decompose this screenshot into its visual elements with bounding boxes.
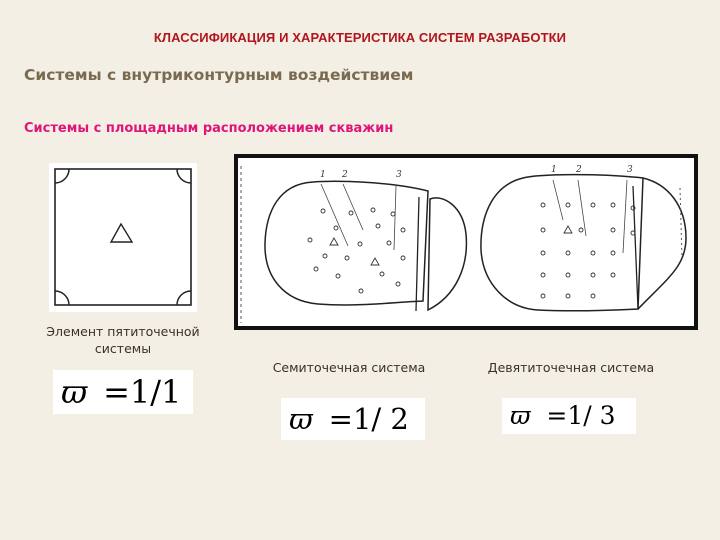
- nine-point-left-contour: [481, 175, 643, 311]
- nine-point-formula-value: =1/ 3: [546, 401, 616, 430]
- corner-well-top-right: [177, 169, 191, 183]
- five-point-element-diagram: [49, 163, 197, 312]
- seven-point-wells: [308, 208, 405, 293]
- seven-point-leader-3: [394, 186, 396, 250]
- subsection-title: Системы с площадным расположением скважин: [24, 121, 394, 136]
- seven-point-label-1: 1: [320, 170, 326, 180]
- seven-point-label-3: 3: [396, 170, 402, 180]
- center-injection-well: [111, 224, 132, 242]
- nine-point-label-1: 1: [551, 165, 557, 175]
- nine-point-formula: [502, 398, 636, 434]
- seven-point-scheme: [265, 170, 466, 311]
- seven-point-front-line: [416, 197, 419, 311]
- element-formula-symbol: ϖ: [61, 373, 88, 411]
- nine-point-formula-symbol: ϖ: [510, 401, 531, 430]
- nine-point-leader-1: [553, 180, 563, 220]
- nine-point-caption: Девятиточечная система: [487, 360, 655, 375]
- nine-point-front-line: [633, 186, 638, 309]
- element-formula-value: =1/1: [103, 373, 182, 411]
- nine-point-right-contour: [638, 178, 686, 309]
- seven-point-right-contour: [428, 198, 466, 310]
- corner-well-bottom-right: [177, 291, 191, 305]
- slide-title: КЛАССИФИКАЦИЯ И ХАРАКТЕРИСТИКА СИСТЕМ РАЗРАБОТКИ: [153, 30, 567, 45]
- nine-point-label-3: 3: [627, 165, 633, 175]
- corner-well-bottom-left: [55, 291, 69, 305]
- seven-point-leader-2: [343, 184, 363, 230]
- seven-point-caption: Семиточечная система: [272, 360, 426, 375]
- element-formula: [53, 370, 193, 414]
- nine-point-leader-2: [578, 180, 586, 236]
- seven-point-formula: [281, 398, 425, 440]
- corner-well-top-left: [55, 169, 69, 183]
- seven-point-leader-1: [321, 184, 348, 246]
- nine-point-leader-3: [623, 180, 627, 253]
- section-title: Системы с внутриконтурным воздействием: [24, 66, 414, 84]
- nine-point-label-2: 2: [576, 165, 582, 175]
- well-pattern-drawing: [238, 158, 694, 326]
- five-point-element-drawing: [49, 163, 197, 312]
- nine-point-scheme: [481, 165, 686, 311]
- seven-point-formula-symbol: ϖ: [289, 402, 313, 436]
- seven-point-label-2: 2: [342, 170, 348, 180]
- element-caption: Элемент пятиточечной системы: [46, 324, 200, 356]
- nine-point-wells: [541, 203, 635, 298]
- element-boundary: [55, 169, 191, 305]
- well-pattern-schemes-panel: [234, 154, 698, 330]
- seven-point-formula-value: =1/ 2: [328, 402, 409, 436]
- nine-point-outer-boundary: [680, 188, 682, 258]
